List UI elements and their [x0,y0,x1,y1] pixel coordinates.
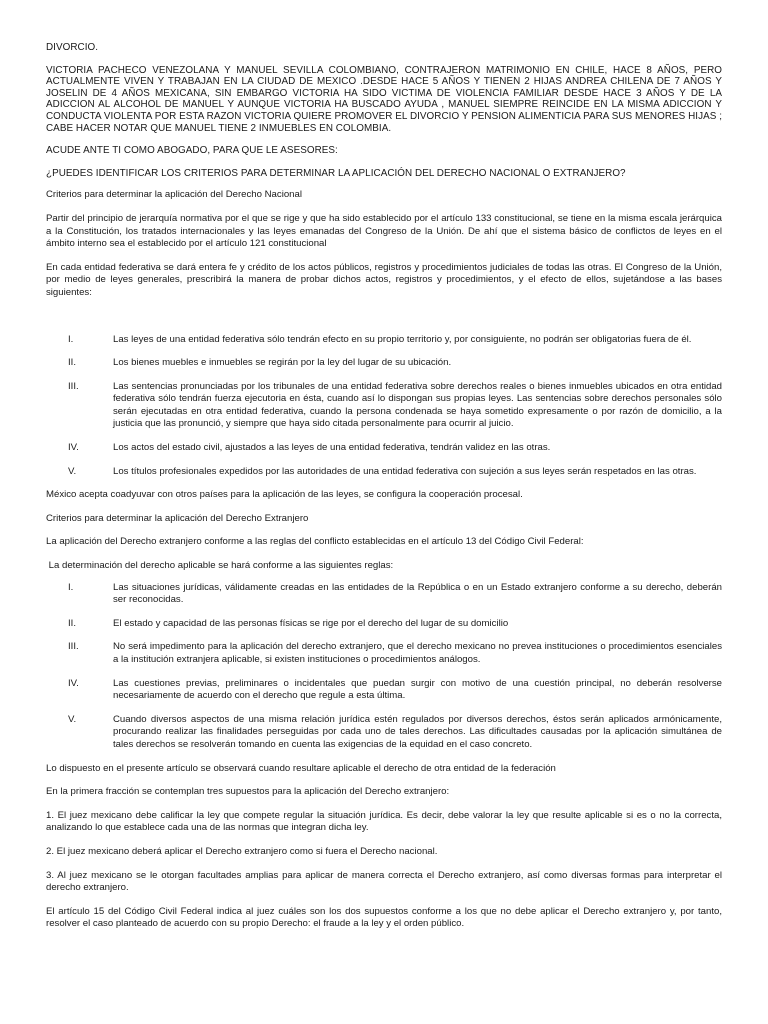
list-item-number: II. [68,617,76,629]
national-closing: México acepta coadyuvar con otros países para la aplicación de las leyes, se configura la cooperación procesal. [46,489,523,501]
list-item-text: No será impedimento para la aplicación del derecho extranjero, que el derecho mexicano no prevea instituciones o procedimientos esenciales a la institución extranjera aplicable, si existen instituciones o procedimientos análogos. [113,641,722,665]
list-item [68,582,722,607]
list-item [68,714,722,752]
foreign-paragraph-3: Lo dispuesto en el presente artículo se observará cuando resultare aplicable el derecho de otra entidad de la federación [46,762,556,774]
list-item-text: Las sentencias pronunciadas por los tribunales de una entidad federativa sobre derechos reales o bienes inmuebles ubicados en otra entidad federativa sólo tendrán fuerza ejecutoria en ésta, cuando así lo dispongan sus propias leyes. Las sentencias sobre derechos personales sólo serán ejecutadas en otra entidad federativa, cuando la persona condenada se haya sometido expresamente o por razón de domicilio, a la justicia que las pronunció, y siempre que haya sido citada personalmente para ocurrir al juicio. [113,380,722,430]
list-item [68,641,722,666]
foreign-heading: Criterios para determinar la aplicación del Derecho Extranjero [46,512,309,524]
foreign-supuesto-1: 1. El juez mexicano debe calificar la ley que compete regular la situación jurídica. Es decir, debe valorar la ley que resulte aplicable si es o no la correcta, analizando lo que establece cada una de las normas que integran dicha ley. [46,809,722,834]
list-item-number: III. [68,380,79,392]
list-item-number: IV. [68,442,79,454]
question-line: ¿PUEDES IDENTIFICAR LOS CRITERIOS PARA DETERMINAR LA APLICACIÓN DEL DERECHO NACIONAL O EXTRANJERO? [46,167,626,179]
foreign-supuesto-2: 2. El juez mexicano deberá aplicar el Derecho extranjero como si fuera el Derecho nacional. [46,845,438,857]
list-item-number: I. [68,581,74,593]
foreign-supuesto-3: 3. Al juez mexicano se le otorgan facultades amplias para aplicar de manera correcta el Derecho extranjero, así como diversas formas para interpretar el derecho extranjero. [46,869,722,894]
list-item [68,618,722,631]
list-item-text: Las leyes de una entidad federativa sólo tendrán efecto en su propio territorio y, por consiguiente, no podrán ser obligatorias fuera de él. [113,333,692,345]
list-item [68,678,722,703]
case-paragraph: VICTORIA PACHECO VENEZOLANA Y MANUEL SEVILLA COLOMBIANO, CONTRAJERON MATRIMONIO EN CHILE, HACE 8 AÑOS, PERO ACTUALMENTE VIVEN Y TRABAJAN EN LA CIUDAD DE MEXICO .DESDE HACE 5 AÑOS Y TIENEN 2 HIJAS ANDREA CHILENA DE 7 AÑOS Y JOSELIN DE 4 AÑOS MEXICANA, SIN EMBARGO VICTORIA HA SIDO VICTIMA DE VIOLENCIA FAMILIAR DESDE HACE 3 AÑOS Y DE LA ADICCION AL ALCOHOL DE MANUEL Y AUNQUE VICTORIA HA BUSCADO AYUDA , MANUEL SIEMPRE REINCIDE EN LA MISMA ADICCION Y CONDUCTA VIOLENTA POR ESTA RAZON VICTORIA QUIERE PROMOVER EL DIVORCIO Y PENSION ALIMENTICIA PARA SUS MENORES HIJAS ; CABE HACER NOTAR QUE MANUEL TIENE 2 INMUEBLES EN COLOMBIA. [46,64,722,134]
list-item-text: Cuando diversos aspectos de una misma relación jurídica estén regulados por diversos derechos, éstos serán aplicados armónicamente, procurando realizar las finalidades perseguidas por cada uno de tales derechos. Las dificultades causadas por la aplicación simultánea de tales derechos se resolverán tomando en cuenta las exigencias de la equidad en el caso concreto. [113,713,722,750]
list-item-text: Los bienes muebles e inmuebles se regirán por la ley del lugar de su ubicación. [113,357,452,369]
list-item-number: I. [68,333,74,345]
list-item-number: V. [68,465,77,477]
national-paragraph-1: Partir del principio de jerarquía normativa por el que se rige y que ha sido establecido por el artículo 133 constitucional, se tiene en la misma escala jerárquica a la Constitución, los tratados internacionales y las leyes emanadas del Congreso de la Unión. De ahí que el sistema básico de conflictos de leyes en el ámbito interno sea el establecido por el artículo 121 constitucional [46,212,722,250]
foreign-paragraph-4: En la primera fracción se contemplan tres supuestos para la aplicación del Derecho extranjero: [46,786,450,798]
foreign-paragraph-1: La aplicación del Derecho extranjero conforme a las reglas del conflicto establecidas en el artículo 13 del Código Civil Federal: [46,536,584,548]
list-item-number: III. [68,641,79,653]
list-item [68,381,722,431]
national-heading: Criterios para determinar la aplicación del Derecho Nacional [46,189,302,201]
list-item-text: Los actos del estado civil, ajustados a las leyes de una entidad federativa, tendrán validez en las otras. [113,442,551,454]
list-item-number: II. [68,357,76,369]
list-item-text: Las cuestiones previas, preliminares o incidentales que puedan surgir con motivo de una cuestión principal, no deberán resolverse necesariamente de acuerdo con el derecho que regule a esta última. [113,677,722,702]
list-item [68,466,722,479]
foreign-paragraph-2: La determinación del derecho aplicable se hará conforme a las siguientes reglas: [46,560,394,572]
document-title: DIVORCIO. [46,42,99,53]
list-item-number: IV. [68,677,79,689]
request-line: ACUDE ANTE TI COMO ABOGADO, PARA QUE LE ASESORES: [46,145,338,157]
list-item [68,442,722,455]
list-item [68,334,722,347]
foreign-rules-list [46,582,722,752]
national-bases-list [46,334,722,479]
list-item-text: El estado y capacidad de las personas físicas se rige por el derecho del lugar de su domicilio [113,617,509,629]
list-item-text: Las situaciones jurídicas, válidamente creadas en las entidades de la República o en un Estado extranjero conforme a su derecho, deberán ser reconocidas. [113,581,722,606]
foreign-paragraph-5: El artículo 15 del Código Civil Federal indica al juez cuáles son los dos supuestos conforme a los que no debe aplicar el Derecho extranjero y, por tanto, resolver el caso planteado de acuerdo con su propio Derecho: el fraude a la ley y el orden público. [46,905,722,930]
national-paragraph-2: En cada entidad federativa se dará entera fe y crédito de los actos públicos, registros y procedimientos judiciales de todas las otras. El Congreso de la Unión, por medio de leyes generales, prescribirá la manera de probar dichos actos, registros y procedimientos, y el efecto de ellos, sujetándose a las bases siguientes: [46,261,722,298]
list-item [68,357,722,370]
list-item-number: V. [68,713,77,725]
list-item-text: Los títulos profesionales expedidos por las autoridades de una entidad federativa con sujeción a sus leyes serán respetados en las otras. [113,465,697,477]
